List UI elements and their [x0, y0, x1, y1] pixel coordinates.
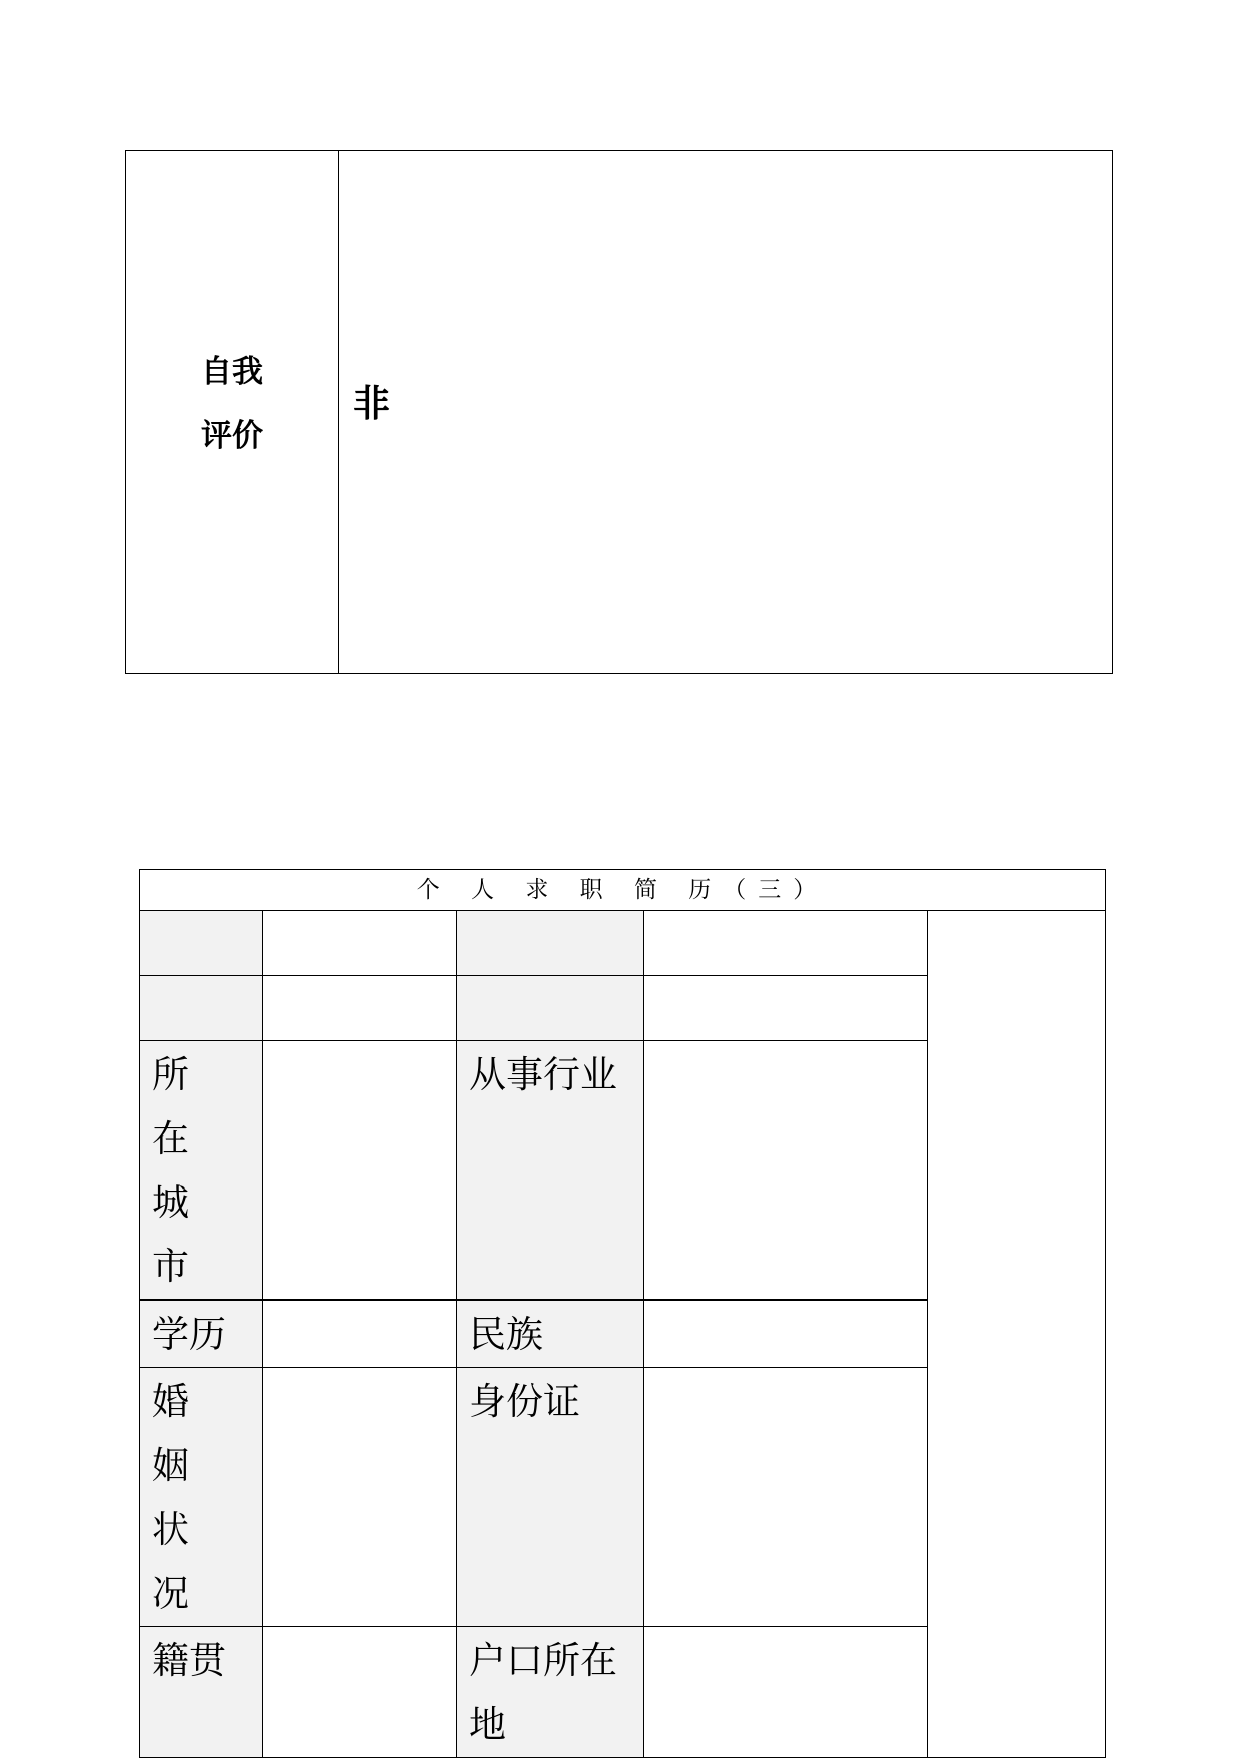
ethnicity-label-cell [457, 1300, 644, 1368]
self-evaluation-table [125, 150, 1113, 674]
marital-label-cell [140, 1368, 263, 1627]
id-label: 身份证 [469, 1380, 580, 1423]
native-place-value-cell[interactable] [263, 1627, 457, 1758]
label-cell-empty [457, 976, 644, 1041]
city-value-cell[interactable] [263, 1041, 457, 1301]
marital-value-cell[interactable] [263, 1368, 457, 1627]
ethnicity-value-cell[interactable] [644, 1300, 928, 1368]
household-value-cell[interactable] [644, 1627, 928, 1758]
label-cell-empty [457, 911, 644, 976]
self-evaluation-content: 非 [353, 382, 390, 425]
value-cell-empty[interactable] [263, 911, 457, 976]
industry-label-cell [457, 1041, 644, 1301]
value-cell-empty[interactable] [644, 976, 928, 1041]
ethnicity-label: 民族 [469, 1313, 543, 1356]
city-label: 所在城市 [152, 1053, 219, 1288]
photo-cell[interactable] [928, 911, 1106, 1758]
label-cell-empty [140, 976, 263, 1041]
household-label: 户口所在地 [469, 1639, 617, 1746]
education-value-cell[interactable] [263, 1300, 457, 1368]
value-cell-empty[interactable] [263, 976, 457, 1041]
education-label: 学历 [152, 1313, 226, 1356]
city-label-cell [140, 1041, 263, 1301]
household-label-cell [457, 1627, 644, 1758]
native-place-label-cell [140, 1627, 263, 1758]
self-evaluation-label: 自我评价 [201, 354, 263, 454]
resume-title-cell [140, 870, 1106, 911]
label-cell-empty [140, 911, 263, 976]
self-evaluation-content-cell[interactable] [339, 151, 1113, 674]
marital-label: 婚姻状况 [152, 1380, 217, 1615]
industry-value-cell[interactable] [644, 1041, 928, 1301]
id-label-cell [457, 1368, 644, 1627]
resume-title: 个 人 求 职 简 历（三） [416, 877, 829, 903]
resume-table [139, 869, 1106, 1758]
industry-label: 从事行业 [469, 1053, 617, 1096]
self-evaluation-label-cell [126, 151, 339, 674]
education-label-cell [140, 1300, 263, 1368]
value-cell-empty[interactable] [644, 911, 928, 976]
id-value-cell[interactable] [644, 1368, 928, 1627]
native-place-label: 籍贯 [152, 1639, 226, 1682]
